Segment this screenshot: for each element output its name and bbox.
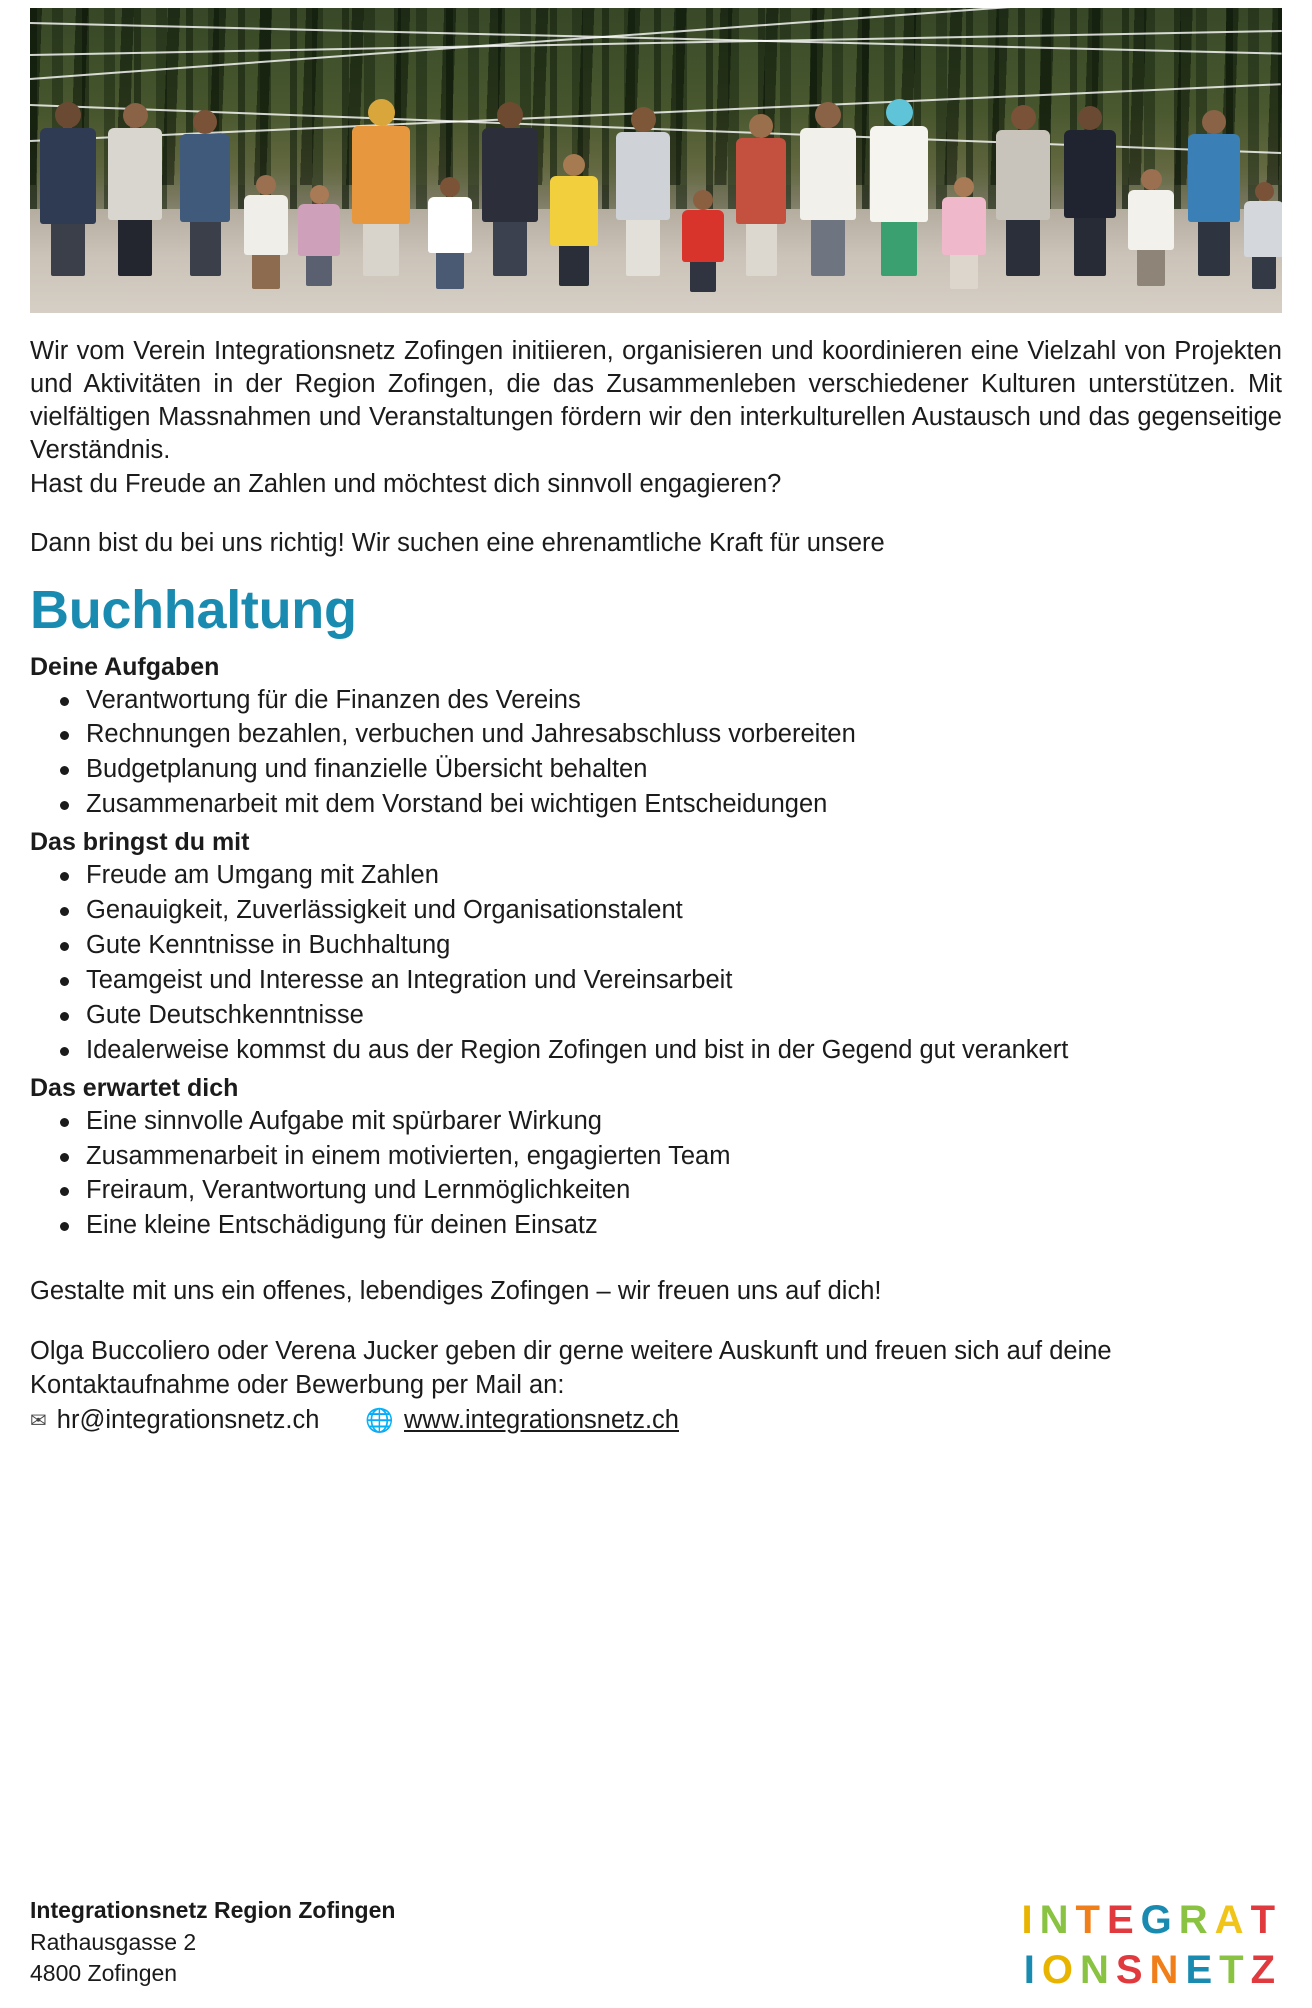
list-erwartet (30, 1105, 1282, 1244)
logo-letter: A (1214, 1898, 1251, 1942)
logo-letter: N (1039, 1898, 1076, 1942)
list-item: Eine kleine Entschädigung für deinen Einsatz (30, 1209, 1282, 1243)
list-item: Verantwortung für die Finanzen des Vereins (30, 684, 1282, 718)
person-figure (1188, 110, 1240, 276)
list-aufgaben (30, 684, 1282, 823)
footer-org-name: Integrationsnetz Region Zofingen (30, 1896, 396, 1923)
person-figure (108, 103, 162, 276)
list-item: Freude am Umgang mit Zahlen (30, 859, 1282, 893)
person-figure (1064, 106, 1116, 276)
logo-letter: S (1115, 1948, 1150, 1992)
list-item: Zusammenarbeit in einem motivierten, engagierten Team (30, 1140, 1282, 1174)
logo-letter: T (1250, 1898, 1282, 1942)
person-figure (550, 154, 598, 286)
logo-letter: T (1219, 1948, 1251, 1992)
intro-paragraph-2: Hast du Freude an Zahlen und möchtest dich sinnvoll engagieren? (30, 469, 782, 498)
person-figure (298, 185, 340, 286)
person-figure (1128, 169, 1174, 286)
logo-letter: E (1106, 1898, 1141, 1942)
list-item: Rechnungen bezahlen, verbuchen und Jahresabschluss vorbereiten (30, 718, 1282, 752)
list-item: Freiraum, Verantwortung und Lernmöglichkeiten (30, 1174, 1282, 1208)
logo-letter: Z (1250, 1948, 1282, 1992)
logo-letter: O (1041, 1948, 1080, 1992)
mail-icon: ✉ (30, 1409, 47, 1432)
person-figure (482, 102, 538, 276)
list-item: Gute Kenntnisse in Buchhaltung (30, 929, 1282, 963)
list-item: Eine sinnvolle Aufgabe mit spürbarer Wirkung (30, 1105, 1282, 1139)
logo-letter: R (1178, 1898, 1215, 1942)
footer-city: 4800 Zofingen (30, 1960, 178, 1987)
list-item: Idealerweise kommst du aus der Region Zofingen und bist in der Gegend gut verankert (30, 1034, 1282, 1068)
logo-letter: G (1140, 1898, 1179, 1942)
closing-invitation: Gestalte mit uns ein offenes, lebendiges Zofingen – wir freuen uns auf dich! (30, 1277, 882, 1306)
logo-letter: I (1021, 1898, 1040, 1942)
email-address[interactable]: hr@integrationsnetz.ch (56, 1406, 320, 1435)
logo-letter: N (1079, 1948, 1116, 1992)
integrationsnetz-logo (1022, 1900, 1282, 1990)
section-heading-erwartet: Das erwartet dich (30, 1073, 239, 1102)
list-mitbringen (30, 859, 1282, 1067)
person-figure (996, 105, 1050, 276)
list-item: Teamgeist und Interesse an Integration und Vereinsarbeit (30, 964, 1282, 998)
intro-text (30, 335, 1282, 501)
person-figure (870, 99, 928, 276)
hero-photo (30, 8, 1282, 313)
footer-address (30, 1895, 395, 1990)
contact-links (30, 1406, 1282, 1435)
person-figure (942, 177, 986, 289)
person-figure (428, 177, 472, 289)
section-heading-mitbringen: Das bringst du mit (30, 828, 250, 857)
job-title: Buchhaltung (30, 579, 357, 640)
footer-street: Rathausgasse 2 (30, 1928, 197, 1955)
logo-row-one (1022, 1900, 1282, 1940)
person-figure (352, 99, 410, 276)
person-figure (736, 114, 786, 276)
person-figure (616, 107, 670, 276)
list-item: Budgetplanung und finanzielle Übersicht behalten (30, 753, 1282, 787)
list-item: Genauigkeit, Zuverlässigkeit und Organisationstalent (30, 894, 1282, 928)
list-item: Zusammenarbeit mit dem Vorstand bei wichtigen Entscheidungen (30, 788, 1282, 822)
section-heading-aufgaben: Deine Aufgaben (30, 652, 220, 681)
logo-letter: T (1075, 1898, 1107, 1942)
footer (30, 1895, 1282, 1990)
person-figure (244, 175, 288, 289)
logo-letter: N (1149, 1948, 1186, 1992)
person-figure (682, 190, 724, 292)
intro-paragraph-1: Wir vom Verein Integrationsnetz Zofingen initiieren, organisieren und koordinieren eine Vielzahl von Projekten und Aktivitäten in der Region Zofingen, die das Zusammenleben verschiedener Kulturen unterstützen. Mit vielfältigen Massnahmen und Veranstaltungen fördern wir den interkulturellen Austausch und das gegenseitige Verständnis. (30, 337, 1282, 465)
person-figure (40, 102, 96, 276)
person-figure (1244, 182, 1282, 289)
logo-letter: E (1185, 1948, 1220, 1992)
person-figure (800, 102, 856, 276)
flyer-page (0, 8, 1312, 2008)
closing-contact-text: Olga Buccoliero oder Verena Jucker geben dir gerne weitere Auskunft und freuen sich auf deine Kontaktaufnahme oder Bewerbung per Mail an: (30, 1336, 1112, 1399)
logo-letter: I (1023, 1948, 1042, 1992)
globe-icon: 🌐 (365, 1407, 395, 1434)
intro-paragraph-3: Dann bist du bei uns richtig! Wir suchen eine ehrenamtliche Kraft für unsere (30, 528, 885, 557)
logo-row-two (1022, 1950, 1282, 1990)
person-figure (180, 110, 230, 276)
list-item: Gute Deutschkenntnisse (30, 999, 1282, 1033)
website-link[interactable]: www.integrationsnetz.ch (404, 1406, 679, 1435)
